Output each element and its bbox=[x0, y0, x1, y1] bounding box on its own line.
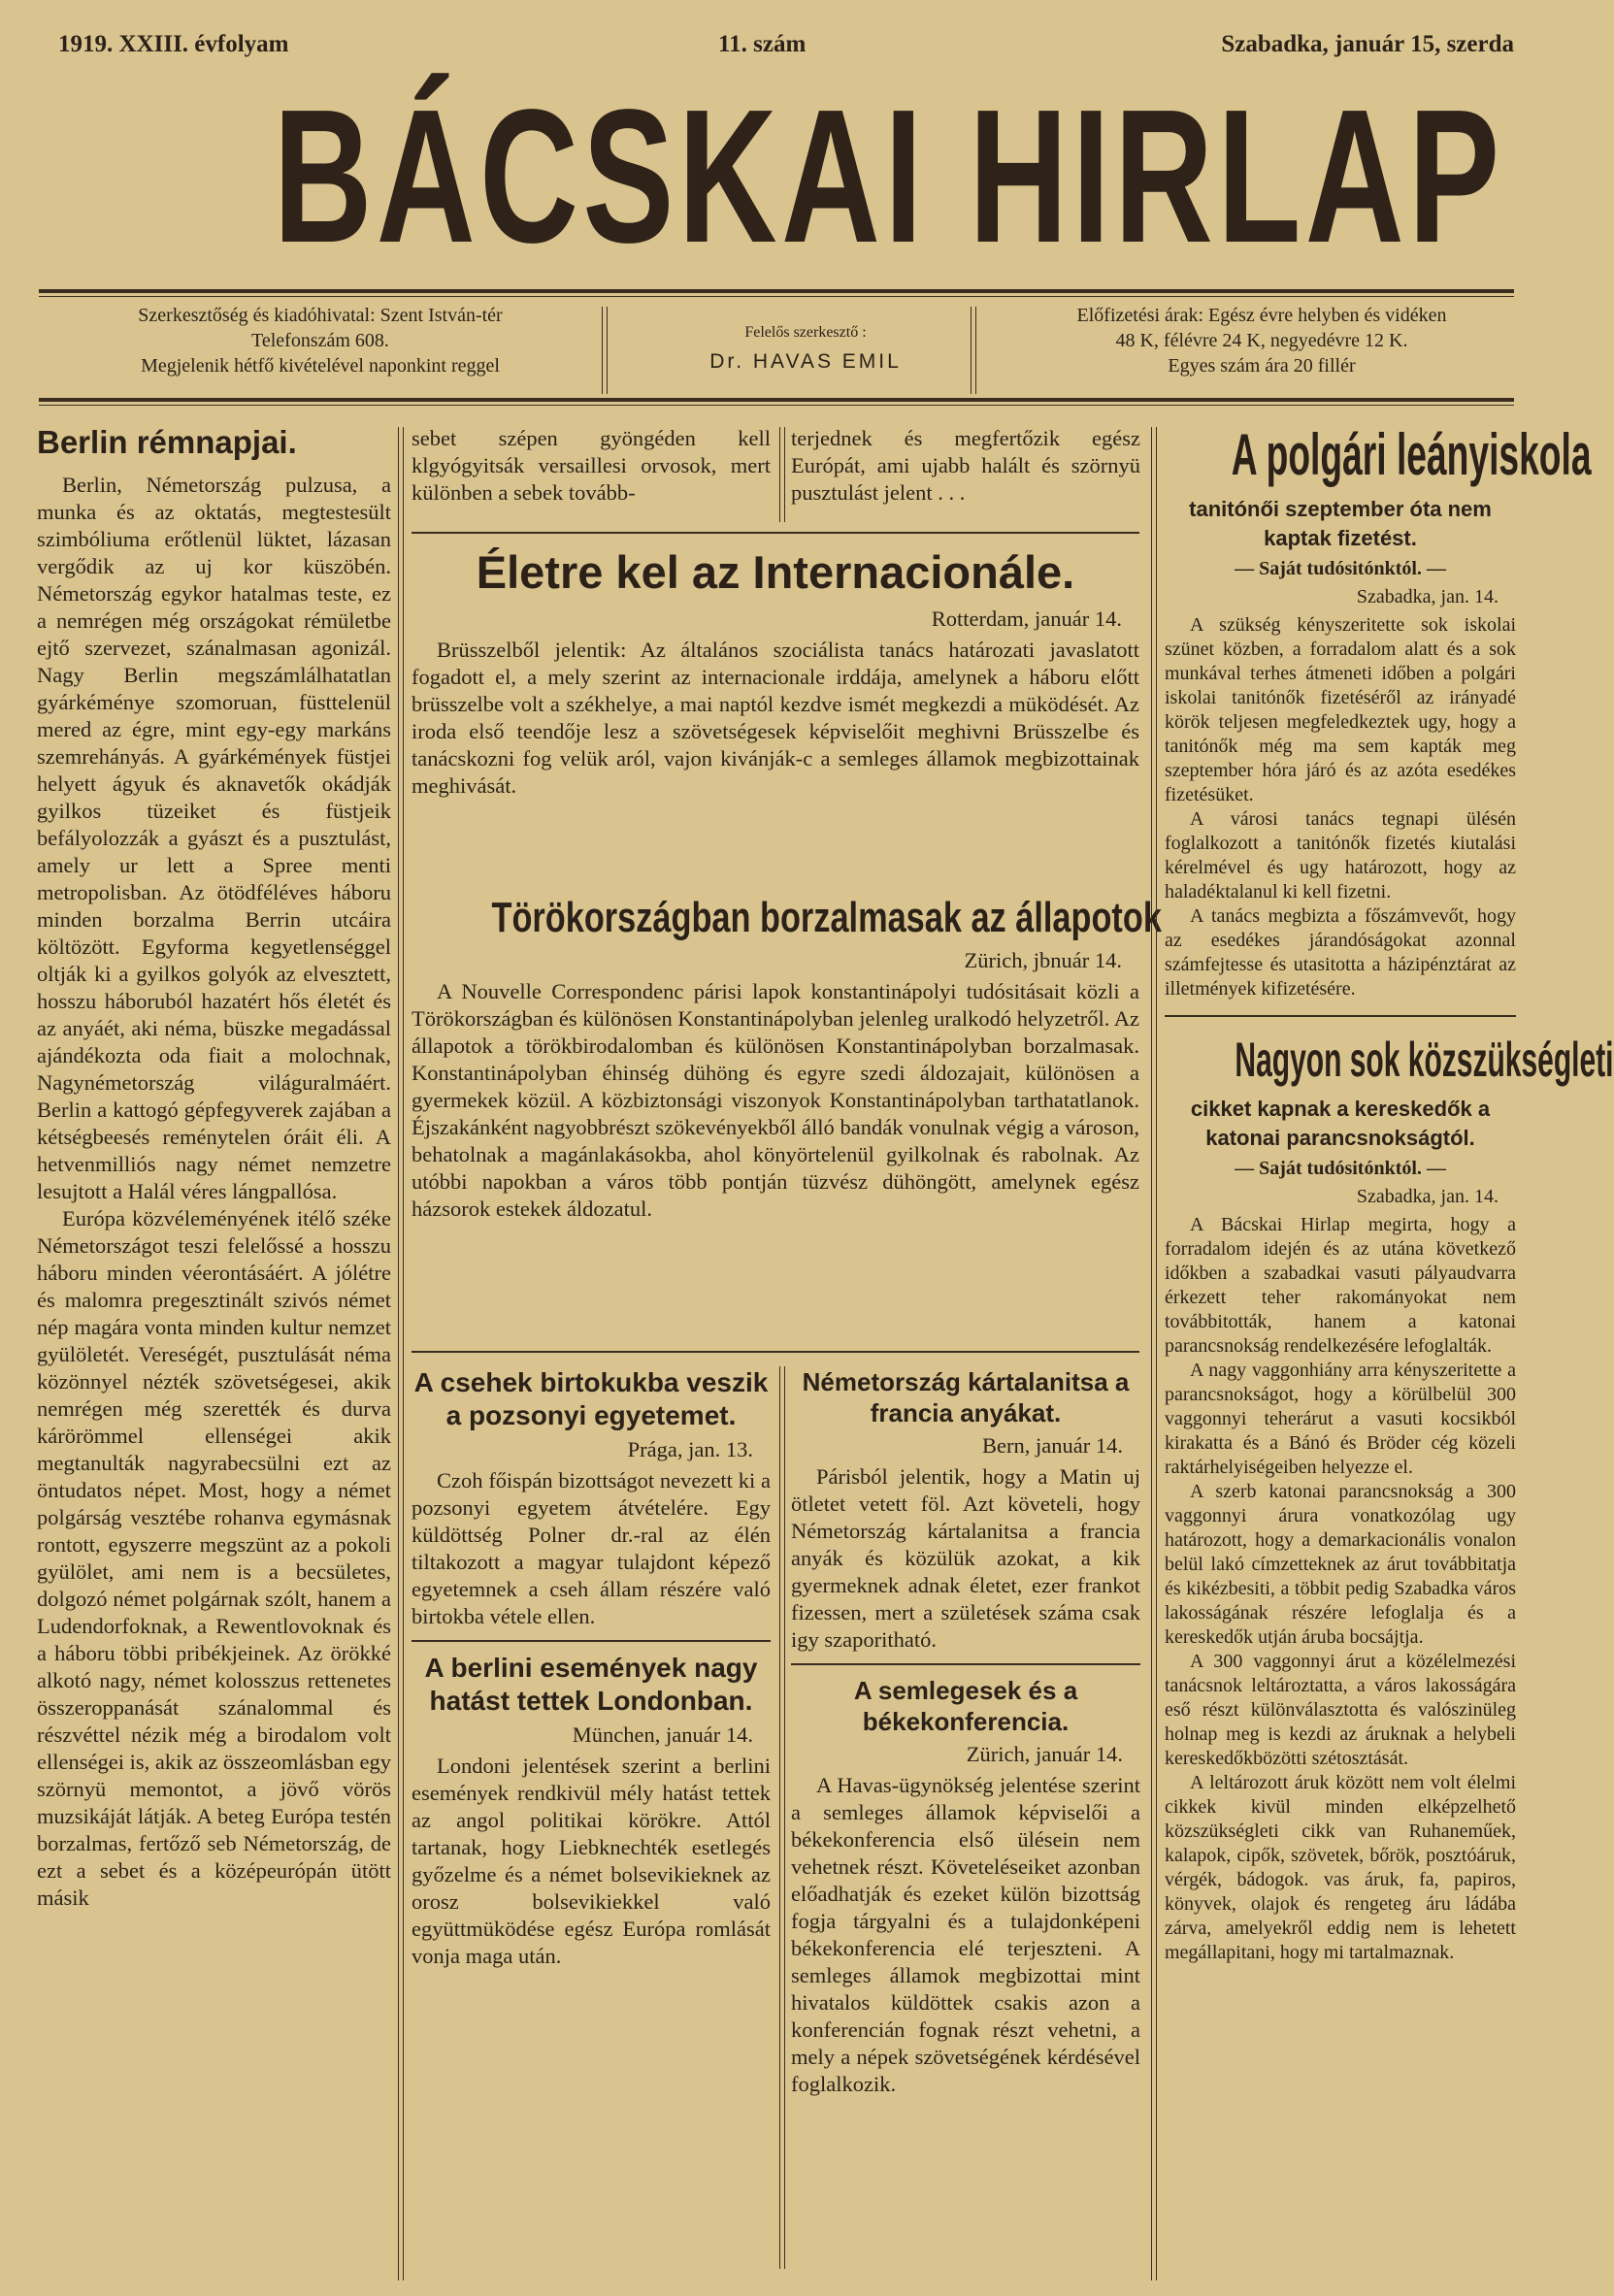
czech-body: Czoh főispán bizottságot nevezett ki a pozsonyi egyetem átvételére. Egy küldöttség Polner dr.-ral az élén tiltakozott a magyar tulajdont képező egyetemnek a cseh állam részére való birtokba vétele ellen. bbox=[412, 1468, 771, 1628]
section-rule bbox=[791, 1663, 1140, 1665]
reparation-body: Párisból jelentik, hogy a Matin uj ötletet vetett föl. Azt követeli, hogy Németország kártalanitsa a francia anyák és közülük azokat, a kik gyermeknek adnak életet, ezer frankot fizessen, mert a születések száma csak igy szaporitható. bbox=[791, 1464, 1140, 1652]
school-headline: A polgári leányiskola bbox=[1231, 422, 1592, 487]
reparation-dateline: Bern, január 14. bbox=[982, 1433, 1123, 1458]
infobar-rule bbox=[39, 398, 1514, 402]
goods-subhead: cikket kapnak a kereskedők a katonai parancsnokságtól. bbox=[1190, 1097, 1491, 1150]
newspaper-title: BÁCSKAI HIRLAP bbox=[273, 70, 1504, 282]
turkey-headline: Törökországban borzalmasak az állapotok bbox=[491, 894, 1162, 941]
school-dateline: Szabadka, jan. 14. bbox=[1356, 586, 1499, 607]
masthead-topline bbox=[39, 31, 1514, 60]
editor-name: Dr. HAVAS EMIL bbox=[709, 350, 902, 373]
school-subhead: tanitónői szeptember óta nem kaptak fizetést. bbox=[1189, 497, 1492, 550]
prices-line-1: Előfizetési árak: Egész évre helyben és vidéken bbox=[1076, 305, 1447, 326]
column-4 bbox=[1165, 417, 1614, 2271]
internacionale-headline: Életre kel az Internacionále. bbox=[476, 546, 1075, 598]
turkey-body: A Nouvelle Correspondenc párisi lapok konstantinápolyi tudósitásait közli a Törökországban és különösen Konstantinápolyban jelenleg uralkodó helyzetről. Az állapotok a törökbirodalomban és különösen Konstantinápolyban borzalmasak. Konstantinápolyban éhinség dühöng és egyre szedi áldozajait, különösen a gyermekek közül. A közbiztonsági viszonyok Konstantinápolyban tarthatatlanok. Éjszakánként nagyobbrészt szökevényekből álló bandák vonulnak végig a városon, behatolnak a magánlakásokba, ahol könyörtelenül gyilkolnak és rabolnak. Az utóbbi napokban a város több pontján tüzvész dühöngött, amelynek egész házsorok estekek áldozatul. bbox=[412, 979, 1139, 1221]
article-internacionale bbox=[412, 532, 1139, 862]
goods-body-3: A szerb katonai parancsnokság a 300 vaggonnyi árura vonatkozólag ugy határozott, hogy a demarkacionális vonalon belül lakó címzetteknek az árut továbbitatja és kikézbesiti, a többit pedig Szabadka város lakosságának részére lefoglalja és a kereskedők utján áruba bocsájtja. bbox=[1165, 1481, 1516, 1648]
section-rule bbox=[1165, 1015, 1516, 1017]
prices-line-2: 48 K, félévre 24 K, negyedévre 12 K. bbox=[1115, 330, 1408, 351]
column-divider bbox=[779, 1366, 785, 2269]
section-rule bbox=[412, 1351, 1139, 1353]
editor-label: Felelős szerkesztő : bbox=[744, 324, 867, 341]
publication-schedule: Megjelenik hétfő kivételével naponkint reggel bbox=[141, 355, 500, 377]
internacionale-dateline: Rotterdam, január 14. bbox=[931, 607, 1122, 631]
czech-dateline: Prága, jan. 13. bbox=[627, 1437, 753, 1461]
editor-info bbox=[621, 320, 990, 375]
infobar-rule-thin bbox=[39, 405, 1514, 406]
neutral-dateline: Zürich, január 14. bbox=[966, 1742, 1123, 1766]
column-divider bbox=[1151, 427, 1157, 2280]
goods-byline: — Saját tudósitónktól. — bbox=[1235, 1158, 1446, 1179]
goods-headline: Nagyon sok közszükségleti bbox=[1235, 1033, 1614, 1087]
goods-body-4: A 300 vaggonnyi árut a közélelmezési tanácsnok leltároztatta, a város lakosságára eső részt különválasztotta és valószinüleg holnap meg is kezdi az áruknak a helybeli kereskedőkbözötti szétosztását. bbox=[1165, 1651, 1516, 1769]
berlin-london-dateline: München, január 14. bbox=[572, 1722, 753, 1747]
goods-body-1: A Bácskai Hirlap megirta, hogy a forradalom idején és az utána következő időkben a szabadkai vasuti pályaudvarra érkezett teher rakományokat nem továbbitották, hanem a katonai parancsnokság rendelkezésére lefoglalták. bbox=[1165, 1214, 1516, 1357]
column-2-lower bbox=[412, 1366, 771, 2269]
place-date: Szabadka, január 15, szerda bbox=[1221, 31, 1514, 57]
berlin-body: Berlin, Németország pulzusa, a munka és az oktatás, megtestesült szimbóliuma erőtlenül lüktet, lázasan vergődik az uj kor küszöbén. Németország egykor hatalmas teste, ez a nemrégen még országokat rémületbe ejtő szervezet, szánalmasan agonizál. Nagy Berlin megszámlálhatatlan gyárkéménye szomoruan, füsttelenül mered az égre, mint egy-egy markáns szemrehányás. A gyárkémények füstjei helyett ágyuk és aknavetők okádják gyilkos tüzeiket és füstjeik befályolozzák a gyászt és a pusztulást, amely ur lett a Spree menti metropolisban. Az ötödféléves háboru minden borzalma Berrin utcáira költözött. Egyforma kegyetlenséggel oltják ki a gyilkos golyók az elvesztett, hosszu háboruból hazatért hős életét és az anyáét, aki néma, büszke megadással ajándékozta oda fiait a molochnak, Nagynémetország világuralmáért. Berlin a kattogó gépfegyverek zajában a kétségbeesés reménytelen óráit éli. A hetvenmilliós nagy német nemzetre lesujtott a Halál véres lángpallósa. bbox=[37, 473, 391, 1203]
subscription-info bbox=[1009, 303, 1514, 378]
berlin-continuation-text-2: terjednek és megfertőzik egész Európát, ami ujabb halált és szörnyü pusztulást jelent . . . bbox=[791, 426, 1140, 505]
article-berlin-column bbox=[37, 417, 391, 2271]
column-divider bbox=[779, 427, 785, 522]
office-address: Szerkesztőség és kiadóhivatal: Szent István-tér bbox=[138, 305, 503, 326]
neutral-body: A Havas-ügynökség jelentése szerint a semleges államok képviselői a békekonferencia első ülésein nem vehetnek részt. Követeléseiket azonban előadhatják és ezeket külön bizottság fogja tárgyalni és a tulajdonképeni békekonferencia elé terjeszteni. A semleges államok megbizottai mint hivatalos küldöttek csakis azon a konferencián fognak részt vehetni, a mely a népek szövetségének kérdésével foglalkozik. bbox=[791, 1773, 1140, 2096]
berlin-continuation bbox=[412, 425, 771, 522]
volume-label: 1919. XXIII. évfolyam bbox=[58, 31, 289, 57]
section-rule bbox=[412, 1640, 771, 1642]
berlin-london-body: Londoni jelentések szerint a berlini események rendkivül mély hatást tettek az angol politikai körökre. Attól tartanak, hogy Liebknechték esetlegés győzelme és a német bolsevikieknek az orosz bolsevikiekkel való együttmüködése egész Európa romlását vonja maga után. bbox=[412, 1754, 771, 1968]
prices-line-3: Egyes szám ára 20 fillér bbox=[1168, 355, 1356, 377]
berlin-headline: Berlin rémnapjai. bbox=[37, 424, 297, 460]
school-body-1: A szükség kényszeritette sok iskolai szünet közben, a forradalom alatt és a sok munkával terhes átmeneti időben a polgári iskolai tanitónők fizetéséről az irányadé körök teljesen megfeledkeztek ugy, hogy a tanitónők még ma sem kapták meg szeptember hóra járó és az azóta esedékes fizetésüket. bbox=[1165, 614, 1516, 805]
goods-body-5: A leltározott áruk között nem volt élelmi cikkek kivül minden elképzelhető közszükségleti cikk van Ruhaneműek, kalapok, cipők, szövetek, bőrök, posztóáruk, vérgék, bádogok. vas áruk, fa, papiros, könyvek, olajok és rengeteg áru ládába zárva, amelyekről eddig nem is lehetett megállapitani, hogy mi tartalmaznak. bbox=[1165, 1772, 1516, 1963]
section-rule bbox=[412, 532, 1139, 534]
masthead-rule-thin bbox=[39, 296, 1514, 297]
berlin-continuation-2 bbox=[791, 425, 1140, 522]
info-divider bbox=[971, 307, 976, 394]
berlin-london-headline: A berlini események nagy hatást tettek Londonban. bbox=[424, 1653, 758, 1716]
info-divider bbox=[602, 307, 608, 394]
neutral-headline: A semlegesek és a békekonferencia. bbox=[853, 1676, 1078, 1736]
office-phone: Telefonszám 608. bbox=[251, 330, 389, 351]
issue-number: 11. szám bbox=[718, 31, 807, 57]
berlin-body-2: Európa közvéleményének itélő széke Németországot teszi felelőssé a hosszu háboru minden véerontásáért. A jólétre és malomra pregesztinált szivós német nép magára vonta minden kultur nemzet gyülöletét. Vereségét, pusztulását néma közönnyel nézték szövetségesei, akik nemrégen még szerették és durva kárörömmel ellenségei akik megtanulták nagyrabecsülni ezt az öntudatos népet. Most, hogy a német polgárság vesztébe rohanva egymásnak rontott, egyszerre megszünt az a pokoli gyülölet, ami nem is a becsületes, dolgozó német polgárnak szólt, hanem a Ludendorfoknak, a Rewentlovoknak és a háboru többi pribékjeinek. Az örökké alkotó nagy, német kolosszus rettenetes összeroppanását szánalommal és részvéttel nézik még a birodalom volt ellenségei is, akik az összeomlásban egy szörnyü memontot, a jövő vörös muzsikáját látják. A beteg Európa testén borzalmas, fertőző seb Németország, de ezt a sebet és a középeurópán ütött másik bbox=[37, 1206, 391, 1910]
article-turkey bbox=[412, 893, 1162, 1344]
office-info bbox=[49, 303, 592, 378]
column-divider bbox=[398, 427, 404, 2280]
internacionale-body: Brüsszelből jelentik: Az általános szociálista tanács határozati javaslatott fogadott el, a mely szerint az internacionale irddája, amelynek a háboru előtt brüsszelbe volt a székhelye, a mai naptól kezdve ismét megkezdi a müködését. Az iroda első teendője lesz a szövetségesek képviselőit meghivni Brüsszelbe és tanácskozni fog velük aról, vajon kivánják-c a semleges államok megbizottainak meghivását. bbox=[412, 638, 1139, 798]
turkey-dateline: Zürich, jbnuár 14. bbox=[964, 948, 1122, 972]
school-byline: — Saját tudósitónktól. — bbox=[1235, 558, 1446, 579]
school-body-2: A városi tanács tegnapi ülésén foglalkozott a tanitónők fizetés kiutalási kérelmével és ugy határozott, hogy az haladéktalanul ki kell fizetni. bbox=[1165, 808, 1516, 902]
masthead-rule bbox=[39, 289, 1514, 293]
goods-body-2: A nagy vaggonhiány arra kényszeritette a parancsnokságot, hogy a körülbelül 300 vaggonnyi teherárut a vasuti kocsikból kirakatta és a Bánó és Bröder cég közeli raktárhelyiségeiben helyezze el. bbox=[1165, 1360, 1516, 1478]
reparation-headline: Németország kártalanitsa a francia anyákat. bbox=[802, 1367, 1130, 1427]
school-body-3: A tanács megbizta a főszámvevőt, hogy az esedékes járandóságokat azonnal számfejtesse és utasitotta a házipénztárat az illetmények kifizetésére. bbox=[1165, 905, 1516, 1000]
czech-headline: A csehek birtokukba veszik a pozsonyi egyetemet. bbox=[413, 1367, 769, 1430]
column-3-lower bbox=[791, 1366, 1140, 2269]
goods-dateline: Szabadka, jan. 14. bbox=[1356, 1186, 1499, 1207]
info-bar bbox=[39, 303, 1514, 395]
berlin-continuation-text: sebet szépen gyöngéden kell klgyógyitsák versaillesi orvosok, mert különben a sebek tovább- bbox=[412, 426, 771, 505]
